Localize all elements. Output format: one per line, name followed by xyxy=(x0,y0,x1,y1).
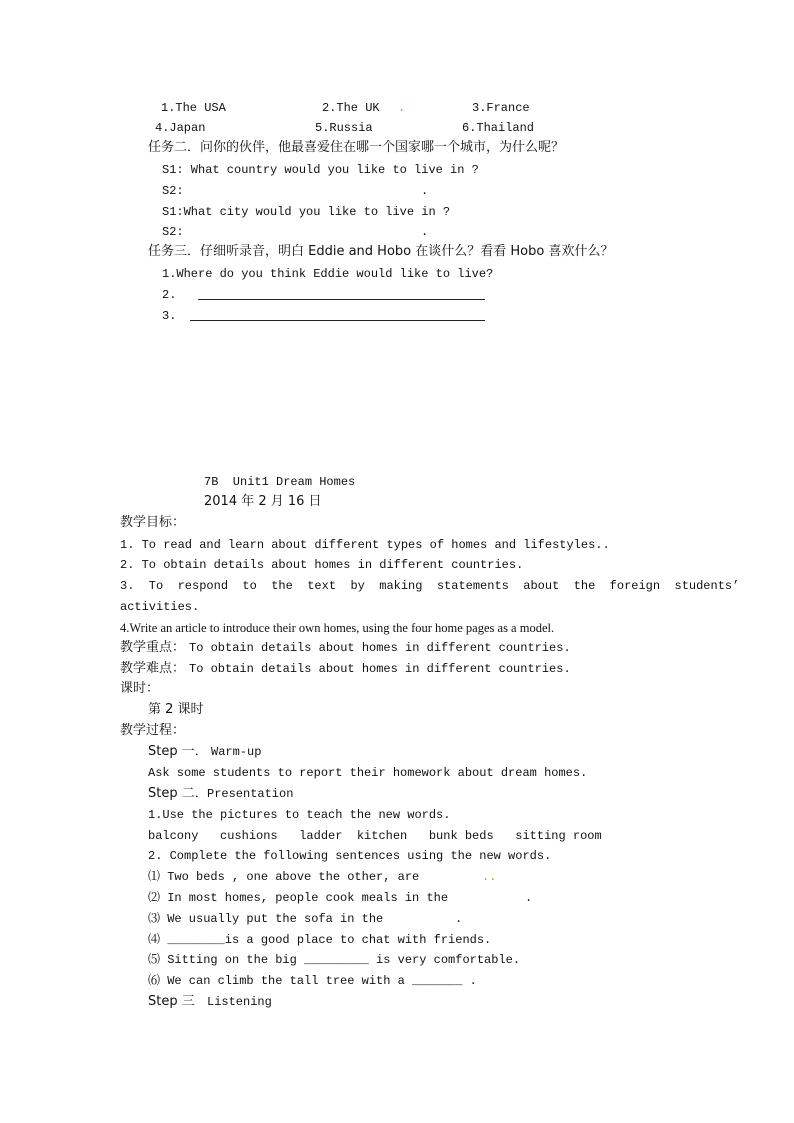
step-2-item-2: 2. Complete the following sentences using the new words. xyxy=(148,849,552,863)
task2-answer-2-end: . xyxy=(421,225,429,239)
task2-answer-1-end: . xyxy=(421,184,429,198)
objective-3-cont: activities. xyxy=(120,600,200,614)
lesson-title: 7B Unit1 Dream Homes xyxy=(204,475,356,489)
sentence-5: ⑸ Sitting on the big _________ is very comfortable. xyxy=(148,953,521,967)
sentence-6: ⑹ We can climb the tall tree with a _______ . xyxy=(148,974,477,988)
lesson-date: 2014 年 2 月 16 日 xyxy=(204,494,322,509)
key-points-label: 教学重点： xyxy=(120,640,186,655)
sentence-3: ⑶ We usually put the sofa in the xyxy=(148,912,384,926)
step-3-title: Listening xyxy=(207,995,272,1009)
difficulties-label: 教学难点： xyxy=(120,661,186,676)
task3-item-2: 2. xyxy=(162,288,177,302)
key-points-text: To obtain details about homes in different countries. xyxy=(189,641,571,655)
objective-1: 1. To read and learn about different types of homes and lifestyles.. xyxy=(120,538,610,552)
objectives-label: 教学目标： xyxy=(120,515,186,530)
sentence-2-end: . xyxy=(525,891,533,905)
sentence-1-end: .. xyxy=(482,870,497,884)
step-1-title: Warm-up xyxy=(211,745,262,759)
sentence-4: ⑷ ________is a good place to chat with friends. xyxy=(148,933,492,947)
sentence-1: ⑴ Two beds , one above the other, are xyxy=(148,870,420,884)
step-2-item-1: 1.Use the pictures to teach the new words. xyxy=(148,808,451,822)
country-4: 4.Japan xyxy=(155,121,206,135)
country-6: 6.Thailand xyxy=(462,121,535,135)
country-1: 1.The USA xyxy=(161,101,226,115)
country-5: 5.Russia xyxy=(315,121,373,135)
objective-3: 3. To respond to the text by making statements about the foreign students’ xyxy=(120,579,740,593)
difficulties-text: To obtain details about homes in different countries. xyxy=(189,662,571,676)
country-2: 2.The UK xyxy=(322,101,380,115)
task3-item-3-blank xyxy=(190,320,485,321)
new-words: balcony cushions ladder kitchen bunk beds sitting room xyxy=(148,829,602,843)
objective-2: 2. To obtain details about homes in different countries. xyxy=(120,558,524,572)
task2-question-1: S1: What country would you like to live in ? xyxy=(162,163,479,177)
task2-heading: 任务二．问你的伙伴，他最喜爱住在哪一个国家哪一个城市，为什么呢？ xyxy=(148,140,565,155)
task2-answer-2: S2: xyxy=(162,225,184,239)
task3-item-1: 1.Where do you think Eddie would like to live? xyxy=(162,267,494,281)
objective-4: 4.Write an article to introduce their own homes, using the four home pages as a model. xyxy=(120,621,555,635)
sentence-3-end: . xyxy=(455,912,463,926)
task3-item-2-blank xyxy=(198,299,485,300)
task3-item-3: 3. xyxy=(162,309,177,323)
step-2-title: Presentation xyxy=(207,787,294,801)
sentence-2: ⑵ In most homes, people cook meals in the xyxy=(148,891,449,905)
period-label: 课时： xyxy=(120,681,160,696)
step-1-text: Ask some students to report their homework about dream homes. xyxy=(148,766,588,780)
step-2-label: Step 二． xyxy=(148,786,208,801)
process-label: 教学过程： xyxy=(120,723,186,738)
country-2-mark: . xyxy=(398,101,406,115)
step-1-label: Step 一． xyxy=(148,744,208,759)
period-value: 第 2 课时 xyxy=(148,702,204,717)
step-3-label: Step 三 xyxy=(148,994,195,1009)
country-3: 3.France xyxy=(472,101,530,115)
task3-heading: 任务三．仔细听录音，明白 Eddie and Hobo 在谈什么？看看 Hobo 喜欢什么？ xyxy=(148,244,614,259)
task2-question-2: S1:What city would you like to live in ? xyxy=(162,205,451,219)
task2-answer-1: S2: xyxy=(162,184,184,198)
